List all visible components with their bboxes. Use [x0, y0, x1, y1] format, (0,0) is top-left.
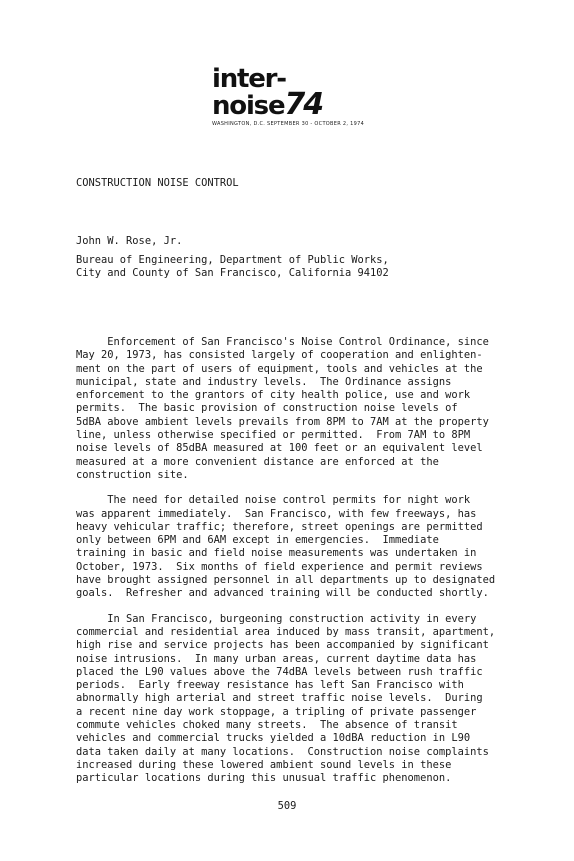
- text-line: commercial and residential area induced by mass transit, apartment,: [76, 625, 496, 638]
- text-line: increased during these lowered ambient sound levels in these: [76, 758, 452, 771]
- logo-subtitle: WASHINGTON, D.C. SEPTEMBER 30 - OCTOBER 2, 1974: [212, 121, 365, 127]
- logo-word: inter-noise: [212, 64, 286, 121]
- text-line: abnormally high arterial and street traffic noise levels. During: [76, 692, 483, 705]
- text-line: have brought assigned personnel in all departments up to designated: [76, 574, 496, 587]
- paper-title: CONSTRUCTION NOISE CONTROL: [76, 177, 239, 189]
- text-line: 5dBA above ambient levels prevails from 8PM to 7AM at the property: [76, 415, 489, 428]
- text-line: goals. Refresher and advanced training will be conducted shortly.: [76, 587, 489, 600]
- logo-number: 74: [284, 87, 323, 122]
- text-line: May 20, 1973, has consisted largely of cooperation and enlighten-: [76, 349, 483, 362]
- text-line: a recent nine day work stoppage, a tripling of private passenger: [76, 705, 477, 718]
- conference-logo: [212, 64, 372, 127]
- text-line: ment on the part of users of equipment, tools and vehicles at the: [76, 362, 483, 375]
- text-line: measured at a more convenient distance are enforced at the: [76, 455, 439, 468]
- text-line: placed the L90 values above the 74dBA levels between rush traffic: [76, 665, 483, 678]
- text-line: construction site.: [76, 468, 189, 481]
- page-number: 509: [277, 800, 297, 812]
- text-line: data taken daily at many locations. Construction noise complaints: [76, 745, 489, 758]
- text-line: line, unless otherwise specified or permitted. From 7AM to 8PM: [76, 429, 471, 442]
- text-line: periods. Early freeway resistance has left San Francisco with: [76, 679, 464, 692]
- author-name: John W. Rose, Jr.: [76, 235, 183, 247]
- text-line: commute vehicles choked many streets. The absence of transit: [76, 719, 458, 732]
- text-line: vehicles and commercial trucks yielded a 10dBA reduction in L90: [76, 732, 471, 745]
- text-line: enforcement to the grantors of city health police, use and work: [76, 389, 471, 402]
- body-paragraph: [76, 494, 501, 600]
- text-line: heavy vehicular traffic; therefore, street openings are permitted: [76, 520, 483, 533]
- text-line: particular locations during this unusual traffic phenomenon.: [76, 772, 452, 785]
- paper-body: [76, 336, 501, 798]
- body-paragraph: [76, 613, 501, 786]
- body-paragraph: [76, 336, 501, 482]
- text-line: The need for detailed noise control permits for night work: [76, 494, 471, 507]
- author-affiliation: [76, 254, 389, 281]
- text-line: October, 1973. Six months of field experience and permit reviews: [76, 560, 483, 573]
- text-line: noise intrusions. In many urban areas, current daytime data has: [76, 652, 477, 665]
- text-line: training in basic and field noise measurements was undertaken in: [76, 547, 477, 560]
- text-line: Enforcement of San Francisco's Noise Control Ordinance, since: [76, 336, 489, 348]
- text-line: In San Francisco, burgeoning construction activity in every: [76, 612, 477, 625]
- affiliation-line: City and County of San Francisco, California 94102: [76, 267, 389, 280]
- affiliation-line: Bureau of Engineering, Department of Public Works,: [76, 254, 389, 266]
- text-line: high rise and service projects has been accompanied by significant: [76, 639, 489, 652]
- text-line: noise levels of 85dBA measured at 100 feet or an equivalent level: [76, 442, 483, 455]
- logo-wordmark: [212, 64, 372, 122]
- text-line: was apparent immediately. San Francisco, with few freeways, has: [76, 507, 477, 520]
- text-line: permits. The basic provision of construction noise levels of: [76, 402, 458, 415]
- text-line: municipal, state and industry levels. The Ordinance assigns: [76, 375, 452, 388]
- text-line: only between 6PM and 6AM except in emergencies. Immediate: [76, 534, 439, 547]
